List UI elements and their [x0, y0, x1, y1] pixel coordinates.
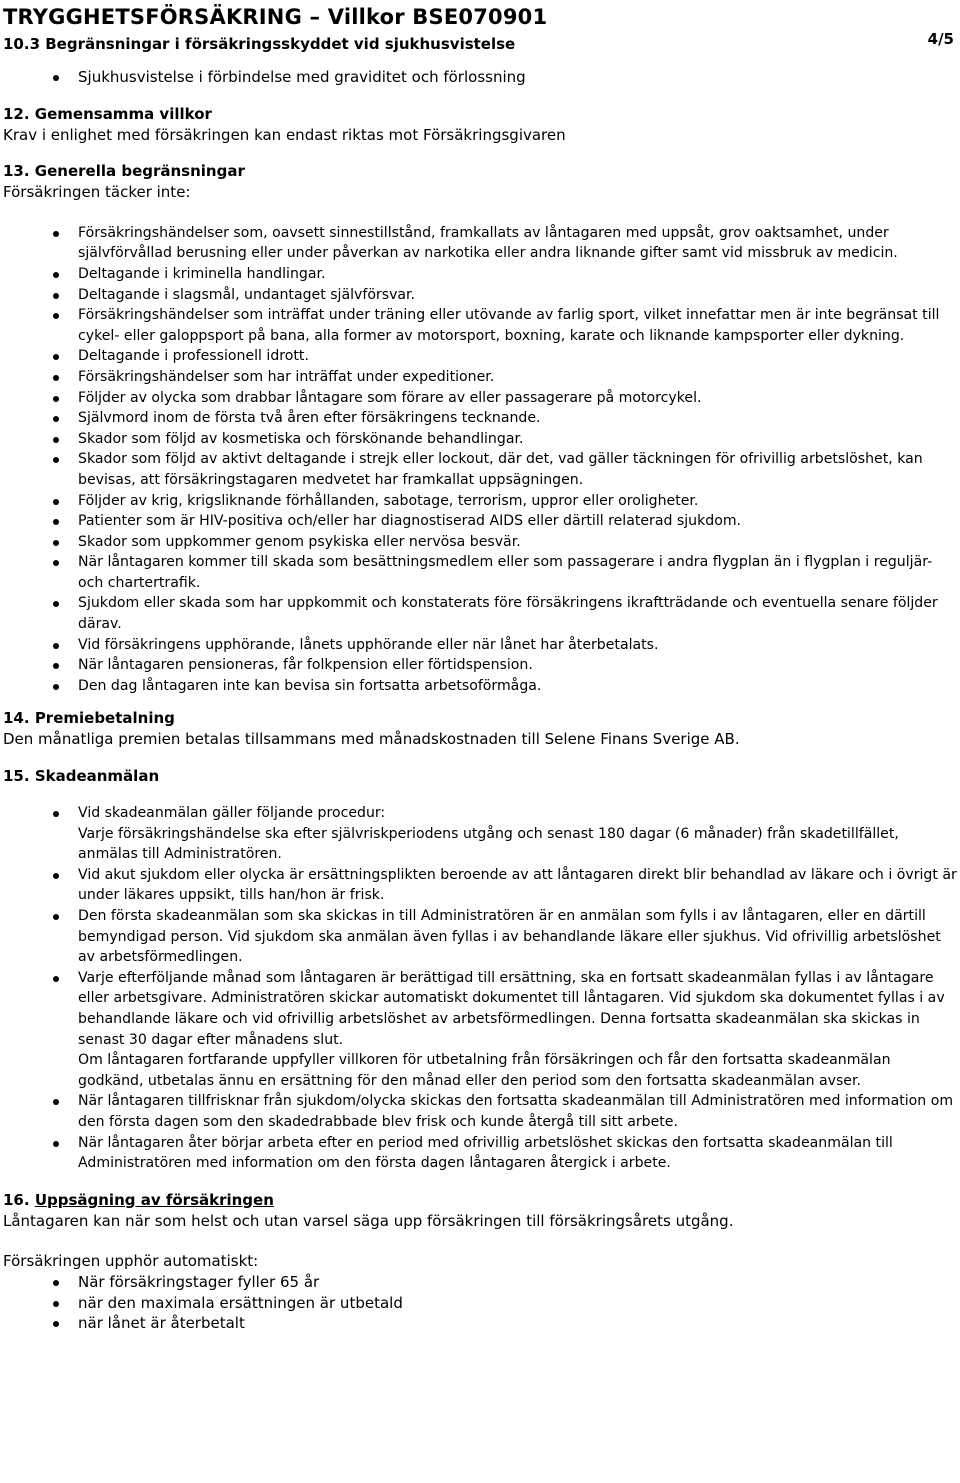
- list-item: När låntagaren åter börjar arbeta efter en period med ofrivillig arbetslöshet skickas den fortsatta skadeanmälan till Administratören med information om den första dagen låntagaren återgick i arbete.: [78, 1133, 957, 1174]
- section-13-intro: Försäkringen täcker inte:: [3, 183, 191, 202]
- list-item: Den första skadeanmälan som ska skickas in till Administratören är en anmälan som fylls i av låntagaren, eller en därtill bemyndigad person. Vid sjukdom ska anmälan även fyllas i av behandlande läkare eller sjukhus. Vid ofrivillig arbetslöshet av arbetsförmedlingen.: [78, 906, 957, 968]
- section-16-heading: [3, 1190, 957, 1211]
- list-item: Försäkringshändelser som inträffat under träning eller utövande av farlig sport, vilket innefattar men är inte begränsat till cykel- eller galoppsport på bana, alla former av motorsport, boxning, karate och liknande kampsporter eller dykning.: [78, 305, 957, 346]
- list-item: Följder av olycka som drabbar låntagare som förare av eller passagerare på motorcykel.: [78, 388, 957, 409]
- list-item: Skador som uppkommer genom psykiska eller nervösa besvär.: [78, 532, 957, 553]
- list-item: [78, 803, 957, 865]
- list-item: när den maximala ersättningen är utbetald: [78, 1293, 957, 1314]
- section-14-text: Den månatliga premien betalas tillsammans med månadskostnaden till Selene Finans Sverige AB.: [3, 730, 740, 749]
- list-item: Sjukdom eller skada som har uppkommit och konstaterats före försäkringens ikraftträdande och eventuella senare följder därav.: [78, 593, 957, 634]
- section-10-3-heading: 10.3 Begränsningar i försäkringsskyddet vid sjukhusvistelse: [3, 35, 516, 53]
- section-number: 15.: [3, 767, 30, 786]
- section-14-heading: [3, 708, 957, 729]
- list-item: Deltagande i slagsmål, undantaget självförsvar.: [78, 285, 957, 306]
- list-item: Skador som följd av kosmetiska och förskönande behandlingar.: [78, 429, 957, 450]
- list-item: Skador som följd av aktivt deltagande i strejk eller lockout, där det, vad gäller täckningen för ofrivillig arbetslöshet, kan bevisas, att försäkringstagaren medvetet har framkallat uppsägningen.: [78, 449, 957, 490]
- section-number: 16.: [3, 1190, 30, 1209]
- page-number: 4/5: [927, 30, 954, 48]
- section-number: 14.: [3, 709, 30, 728]
- section-title: Uppsägning av försäkringen: [34, 1190, 274, 1209]
- section-13-heading: 13. Generella begränsningar: [3, 162, 245, 181]
- document-title: TRYGGHETSFÖRSÄKRING – Villkor BSE070901: [3, 5, 548, 29]
- section-title: Skadeanmälan: [34, 767, 160, 786]
- list-item: När låntagaren pensioneras, får folkpension eller förtidspension.: [78, 655, 957, 676]
- section-16-text: Låntagaren kan när som helst och utan varsel säga upp försäkringen till försäkringsårets utgång.: [3, 1211, 734, 1230]
- section-16-list: [3, 1272, 957, 1334]
- list-item: Försäkringshändelser som har inträffat under expeditioner.: [78, 367, 957, 388]
- list-item: Vid akut sjukdom eller olycka är ersättningsplikten beroende av att låntagaren direkt blir behandlad av läkare och i övrigt är under läkares uppsikt, tills han/hon är frisk.: [78, 865, 957, 906]
- list-item: Deltagande i professionell idrott.: [78, 346, 957, 367]
- list-item: [78, 968, 957, 1092]
- list-item: Den dag låntagaren inte kan bevisa sin fortsatta arbetsoförmåga.: [78, 676, 957, 697]
- list-item: Självmord inom de första två åren efter försäkringens tecknande.: [78, 408, 957, 429]
- list-item-continuation: Varje försäkringshändelse ska efter självriskperiodens utgång och senast 180 dagar (6 månader) från skadetillfället, anmälas till Administratören.: [78, 825, 899, 863]
- list-item: Deltagande i kriminella handlingar.: [78, 264, 957, 285]
- document-page: [3, 0, 957, 1334]
- list-item-continuation: Om låntagaren fortfarande uppfyller villkoren för utbetalning från försäkringen och får den fortsatta skadeanmälan godkänd, utbetalas ännu en ersättning för den månad eller den period som den fortsatta skadeanmälan avser.: [78, 1052, 891, 1089]
- section-15-list: [3, 803, 957, 1174]
- list-item: Följder av krig, krigsliknande förhållanden, sabotage, terrorism, uppror eller oroligheter.: [78, 491, 957, 512]
- list-item: Vid försäkringens upphörande, lånets upphörande eller när lånet har återbetalats.: [78, 635, 957, 656]
- list-item-text: Varje efterföljande månad som låntagaren är berättigad till ersättning, ska en fortsatt skadeanmälan fyllas i av låntagare eller arbetsgivare. Administratören skickar automatiskt dokumentet till låntagaren. Vid sjukdom ska dokumentet fyllas i av behandlande läkare och vid ofrivillig arbetslöshet av arbetsförmedlingen. Denna fortsatta skadeanmälan ska skickas in senast 30 dagar efter månadens slut.: [78, 969, 945, 1048]
- list-item: När låntagaren tillfrisknar från sjukdom/olycka skickas den fortsatta skadeanmälan till Administratören med information om den första dagen som den skadedrabbade blev frisk och kunde återgå till sitt arbete.: [78, 1091, 957, 1132]
- list-item: när lånet är återbetalt: [78, 1313, 957, 1334]
- section-10-3-list: [3, 67, 957, 88]
- section-13-list: [3, 223, 957, 697]
- section-12-text: Krav i enlighet med försäkringen kan endast riktas mot Försäkringsgivaren: [3, 125, 566, 144]
- list-item: När låntagaren kommer till skada som besättningsmedlem eller som passagerare i andra flygplan än i flygplan i reguljär- och chartertrafik.: [78, 552, 957, 593]
- section-title: Premiebetalning: [34, 709, 175, 728]
- list-item: När försäkringstager fyller 65 år: [78, 1272, 957, 1293]
- section-12-heading: 12. Gemensamma villkor: [3, 104, 212, 123]
- section-16-auto: Försäkringen upphör automatiskt:: [3, 1252, 259, 1271]
- list-item: Patienter som är HIV-positiva och/eller har diagnostiserad AIDS eller därtill relaterad sjukdom.: [78, 511, 957, 532]
- list-item: Sjukhusvistelse i förbindelse med graviditet och förlossning: [78, 67, 957, 88]
- list-item: Försäkringshändelser som, oavsett sinnestillstånd, framkallats av låntagaren med uppsåt, grov oaktsamhet, under självförvållad berusning eller under påverkan av narkotika eller andra liknande gifter samt vid missbruk av medicin.: [78, 223, 957, 264]
- section-15-heading: [3, 766, 957, 787]
- list-item-text: Vid skadeanmälan gäller följande procedur:: [78, 805, 386, 822]
